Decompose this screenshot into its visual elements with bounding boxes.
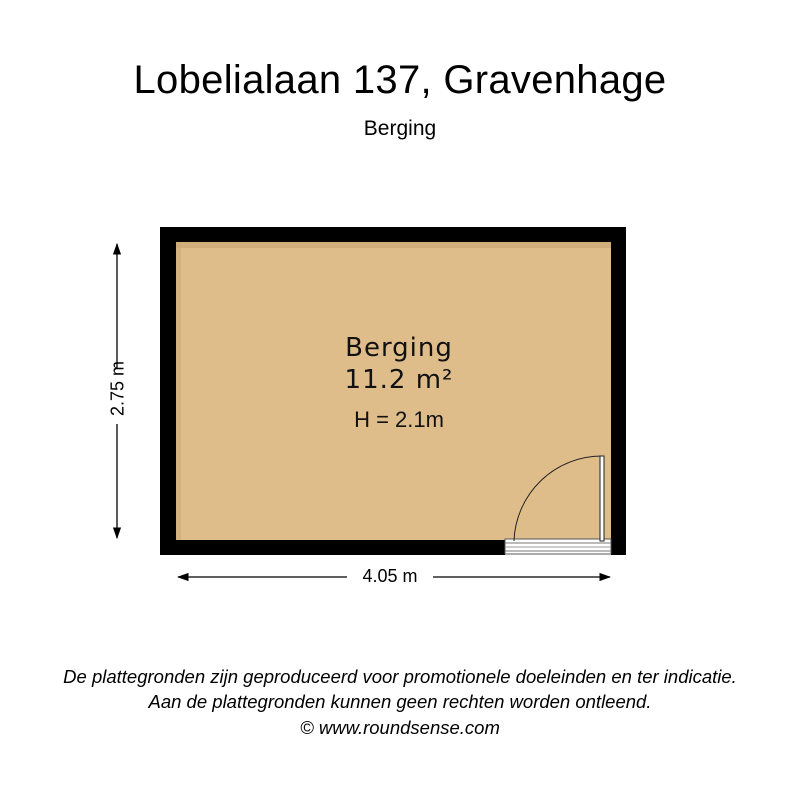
room-area: 11.2 m² [344,365,454,395]
disclaimer-line-2: Aan de plattegronden kunnen geen rechten worden ontleend. [148,691,652,712]
floor-shadow [176,242,611,248]
depth-dimension-label: 2.75 m [107,360,128,417]
room-name: Berging [345,333,453,363]
page-title: Lobelialaan 137, Gravenhage [133,58,667,102]
floor-name: Berging [363,117,437,140]
room-height: H = 2.1m [354,407,444,432]
disclaimer-line-1: De plattegronden zijn geproduceerd voor promotionele doeleinden en ter indicatie. [63,666,737,687]
copyright-line: © www.roundsense.com [300,717,500,738]
width-dimension-label: 4.05 m [347,566,433,587]
door-leaf [600,456,604,541]
